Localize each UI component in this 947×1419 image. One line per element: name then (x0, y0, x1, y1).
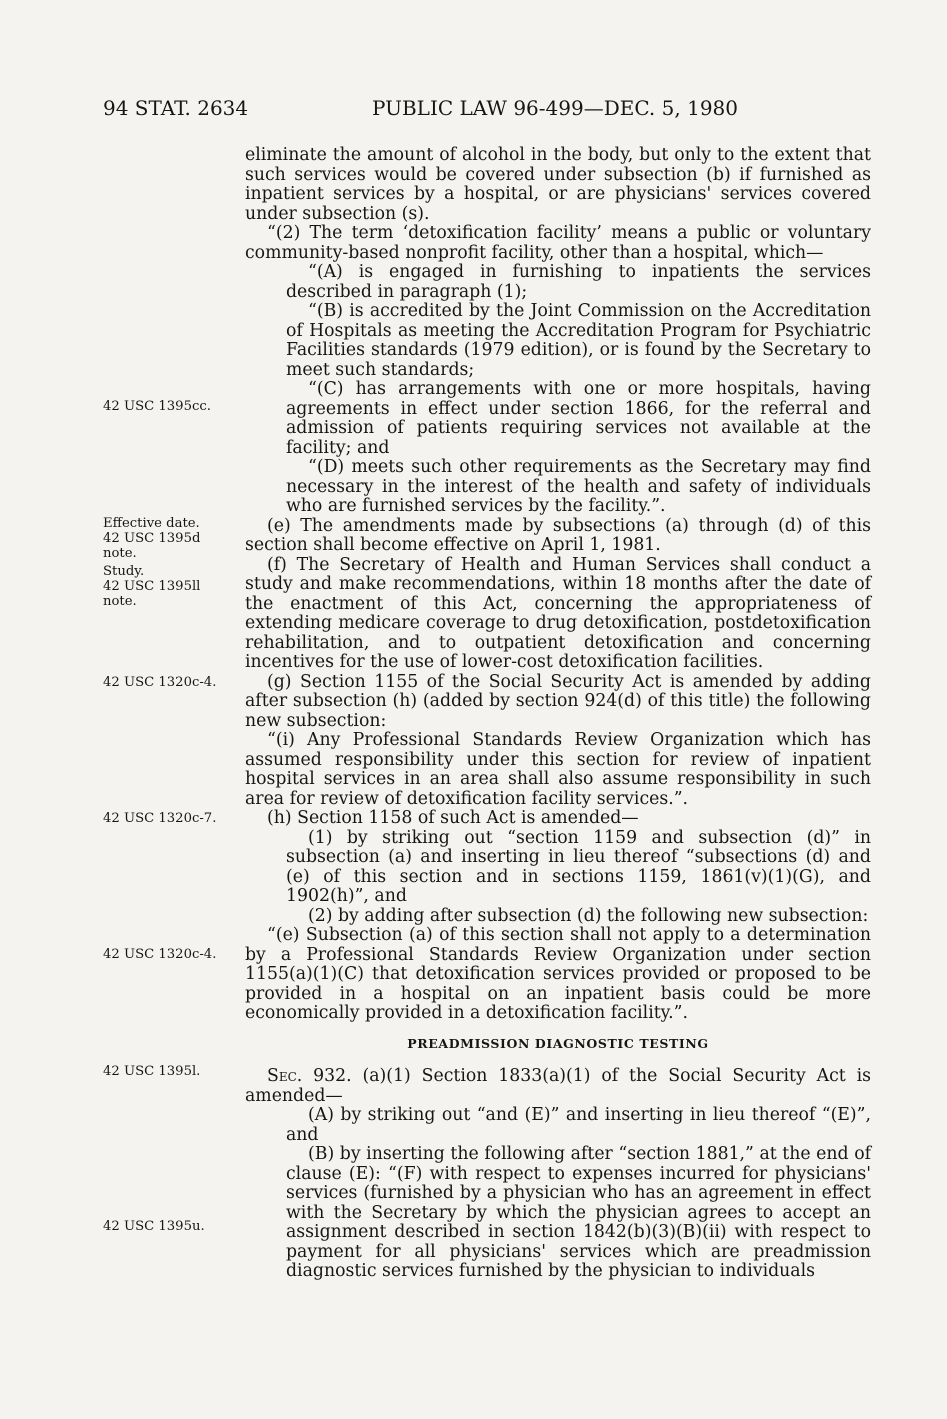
paragraph: (g) Section 1155 of the Social Security Act is amended by adding after subsection (h) (added by section 924(d) of this title) the following new subsection: (245, 671, 871, 731)
section-paragraph (245, 1067, 871, 1106)
paragraph: (e) The amendments made by subsections (a) through (d) of this section shall become effective on April 1, 1981. (245, 515, 871, 555)
public-law-title: PUBLIC LAW 96-499—DEC. 5, 1980 (372, 96, 738, 120)
margin-note-effective-date: Effective date. (103, 516, 200, 531)
paragraph: (h) Section 1158 of such Act is amended— (267, 808, 639, 828)
margin-note-usc-1395u: 42 USC 1395u. (103, 1219, 205, 1234)
margin-note-usc-1395cc: 42 USC 1395cc. (103, 399, 211, 414)
page-header (103, 96, 743, 126)
margin-note-usc-1320c-7: 42 USC 1320c-7. (103, 811, 217, 826)
paragraph: “(2) The term ‘detoxification facility’ means a public or voluntary community-based nonprofit facility, other than a hospital, which— (245, 223, 871, 263)
margin-note-study: Study. (103, 564, 145, 579)
paragraph: (f) The Secretary of Health and Human Services shall conduct a study and make recommendations, within 18 months after the date of the enactment of this Act, concerning the appropriateness of extending medicare coverage to drug detoxification, postdetoxification rehabilitation, and to outpatient detoxification and concerning incentives for the use of lower-cost detoxification facilities. (245, 554, 871, 672)
clause: (1) by striking out “section 1159 and subsection (d)” in subsection (a) and inserting in lieu thereof “subsections (d) and (e) of this section and in sections 1159, 1861(v)(1)(G), and 1902(h)”, and (286, 827, 871, 906)
margin-note-usc-1320c-4: 42 USC 1320c-4. (103, 675, 217, 690)
margin-note-note: note. (103, 546, 137, 561)
paragraph: eliminate the amount of alcohol in the body, but only to the extent that such services would be covered under subsection (b) if furnished as inpatient services by a hospital, or are physicians' services covered under subsection (s). (245, 145, 871, 224)
clause: “(B) is accredited by the Joint Commission on the Accreditation of Hospitals as meeting the Accreditation Program for Psychiatric Facilities standards (1979 edition), or is found by the Secretary to meet such standards; (286, 301, 871, 380)
clause: (A) by striking out “and (E)” and inserting in lieu thereof “(E)”, and (286, 1105, 871, 1145)
margin-note-usc-1320c-4: 42 USC 1320c-4. (103, 947, 217, 962)
section-label: Sec. (267, 1066, 303, 1086)
section-heading: PREADMISSION DIAGNOSTIC TESTING (407, 1035, 709, 1051)
clause: “(A) is engaged in furnishing to inpatients the services described in paragraph (1); (286, 262, 871, 302)
clause: (2) by adding after subsection (d) the following new subsection: (308, 905, 869, 926)
statute-body (245, 146, 871, 1282)
clause: “(D) meets such other requirements as the Secretary may find necessary in the interest of the health and safety of individuals who are furnished services by the facility.”. (286, 457, 871, 516)
margin-note-note: note. (103, 594, 137, 609)
clause: “(C) has arrangements with one or more hospitals, having agreements in effect under section 1866, for the referral and admission of patients requiring services not available at the facility; and (286, 379, 871, 458)
margin-note-usc-1395l: 42 USC 1395l. (103, 1064, 201, 1079)
section-text: 932. (a)(1) Section 1833(a)(1) of the Social Security Act is amended— (245, 1066, 871, 1106)
clause: (B) by inserting the following after “section 1881,” at the end of clause (E): “(F) with respect to expenses incurred for physicians' services (furnished by a physician who has an agreement in effect with the Secretary by which the physician agrees to accept an assignment described in section 1842(b)(3)(B)(ii) with respect to payment for all physicians' services which are preadmission diagnostic services furnished by the physician to individuals (286, 1144, 871, 1281)
paragraph: “(i) Any Professional Standards Review Organization which has assumed responsibility under this section for review of inpatient hospital services in an area shall also assume responsibility in such area for review of detoxification facility services.”. (245, 730, 871, 809)
margin-note-usc-1395d: 42 USC 1395d (103, 531, 201, 546)
margin-note-usc-1395ll: 42 USC 1395ll (103, 579, 201, 594)
statute-page-number: 94 STAT. 2634 (103, 96, 249, 120)
paragraph: “(e) Subsection (a) of this section shall not apply to a determination by a Professional Standards Review Organization under section 1155(a)(1)(C) that detoxification services provided or proposed to be provided in a hospital on an inpatient basis could be more economically provided in a detoxification facility.”. (245, 925, 871, 1023)
